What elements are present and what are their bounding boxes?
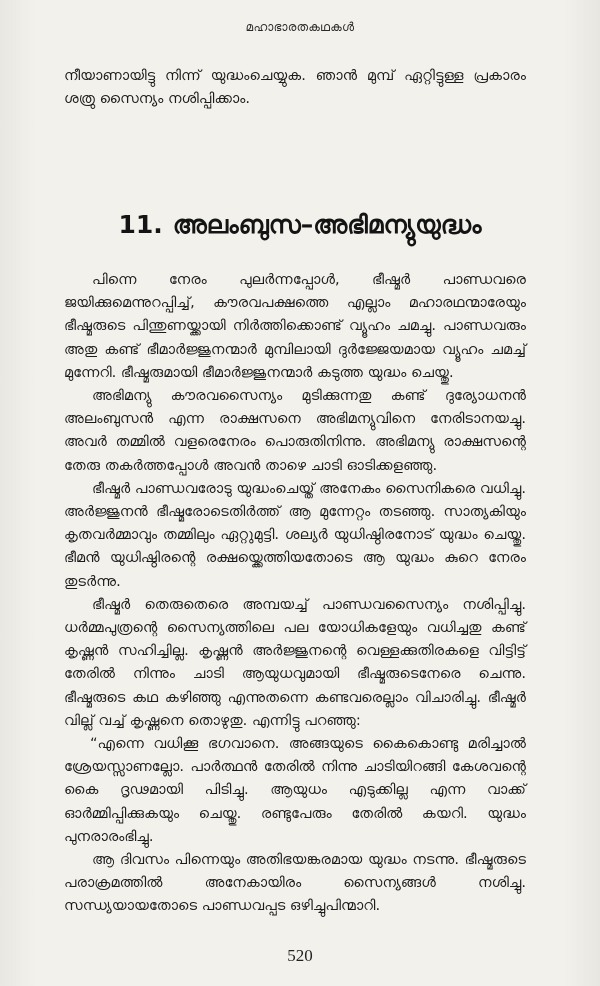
paragraph-2: അഭിമന്യു കൗരവസൈന്യം മുടിക്കുന്നതു കണ്ട് ദുര്യോധനൻ അലംബുസൻ എന്ന രാക്ഷസനെ അഭിമന്യുവിനെ നേരിടാനയച്ചു. അവർ തമ്മിൽ വളരെനേരം പൊരുതിനിന്നു. അഭിമന്യു രാക്ഷസന്റെ തേരു തകർത്തപ്പോൾ അവൻ താഴെ ചാടി ഓടിക്കളഞ്ഞു. bbox=[64, 387, 526, 474]
intro-paragraph: നീയാണായിട്ടു നിന്ന് യുദ്ധംചെയ്യുക. ഞാൻ മുമ്പ് ഏറ്റിട്ടുള്ള പ്രകാരം ശത്രു സൈന്യം നശിപ്പിക്കാം. bbox=[64, 67, 526, 108]
running-title: മഹാഭാരതകഥകൾ bbox=[245, 20, 355, 34]
chapter-number: 11. bbox=[118, 210, 163, 239]
paragraph-4: ഭീഷ്മർ തെരുതെരെ അമ്പയച്ച് പാണ്ഡവസൈന്യം നശിപ്പിച്ചു. ധർമ്മപുത്രന്റെ സൈന്യത്തിലെ പല യോധികളേയും വധിച്ചതു കണ്ട് കൃഷ്ണൻ സഹിച്ചില്ല. കൃഷ്ണൻ അർജ്ജുനന്റെ വെള്ളക്കുതിരകളെ വിട്ടിട്ട് തേരിൽ നിന്നും ചാടി ആയുധവുമായി ഭീഷ്മരുടെനേരെ ചെന്നു. ഭീഷ്മരുടെ കഥ കഴിഞ്ഞു എന്നുതന്നെ കണ്ടവരെല്ലാം വിചാരിച്ചു. ഭീഷ്മർ വില്ല് വച്ച് കൃഷ്ണനെ തൊഴുതു. എന്നിട്ടു പറഞ്ഞു: bbox=[64, 595, 526, 729]
paragraph-6: ആ ദിവസം പിന്നെയും അതിഭയങ്കരമായ യുദ്ധം നടന്നു. ഭീഷ്മരുടെ പരാക്രമത്തിൽ അനേകായിരം സൈന്യങ്ങൾ നശിച്ചു. സന്ധ്യയായതോടെ പാണ്ഡവപ്പട ഒഴിച്ചുപിന്മാറി. bbox=[64, 851, 526, 915]
chapter-body bbox=[64, 268, 526, 918]
paragraph-5: “എന്നെ വധിക്കൂ ഭഗവാനെ. അങ്ങയുടെ കൈകൊണ്ടു മരിച്ചാൽ ശ്രേയസ്സാണല്ലോ. പാർത്ഥൻ തേരിൽ നിന്നു ചാടിയിറങ്ങി കേശവന്റെ കൈ ദൃഢമായി പിടിച്ചു. ആയുധം എടുക്കില്ല എന്ന വാക്ക് ഓർമ്മിപ്പിക്കുകയും ചെയ്തു. രണ്ടുപേരും തേരിൽ കയറി. യുദ്ധം പുനരാരംഭിച്ചു. bbox=[64, 735, 526, 845]
page-number: 520 bbox=[287, 946, 313, 965]
chapter-heading bbox=[0, 210, 600, 240]
paragraph-3: ഭീഷ്മർ പാണ്ഡവരോടു യുദ്ധംചെയ്ത് അനേകം സൈനികരെ വധിച്ചു. അർജ്ജുനൻ ഭീഷ്മരോടെതിർത്ത് ആ മുന്നേറ്റം തടഞ്ഞു. സാത്യകിയും കൃതവർമ്മാവും തമ്മിലും ഏറ്റുമുട്ടി. ശല്യർ യുധിഷ്ഠിരനോട് യുദ്ധം ചെയ്തു. ഭീമൻ യുധിഷ്ഠിരന്റെ രക്ഷയ്ക്കെത്തിയതോടെ ആ യുദ്ധം കുറെ നേരം തുടർന്നു. bbox=[64, 479, 526, 590]
chapter-title: അലംബുസ–അഭിമന്യുയുദ്ധം bbox=[172, 210, 482, 239]
paragraph-1: പിന്നെ നേരം പുലർന്നപ്പോൾ, ഭീഷ്മർ പാണ്ഡവരെ ജയിക്കുമെന്നുറപ്പിച്ച്, കൗരവപക്ഷത്തെ എല്ലാം മഹാരഥന്മാരേയും ഭീഷ്മരുടെ പിന്തുണയ്ക്കായി നിർത്തിക്കൊണ്ട് വ്യൂഹം ചമച്ചു. പാണ്ഡവരും അതു കണ്ട് ഭീമാർജ്ജുനന്മാർ മുമ്പിലായി ദുർജ്ജേയമായ വ്യൂഹം ചമച്ച് മുന്നേറി. ഭീഷ്മരുമായി ഭീമാർജ്ജുനന്മാർ കടുത്ത യുദ്ധം ചെയ്തു. bbox=[64, 271, 526, 381]
